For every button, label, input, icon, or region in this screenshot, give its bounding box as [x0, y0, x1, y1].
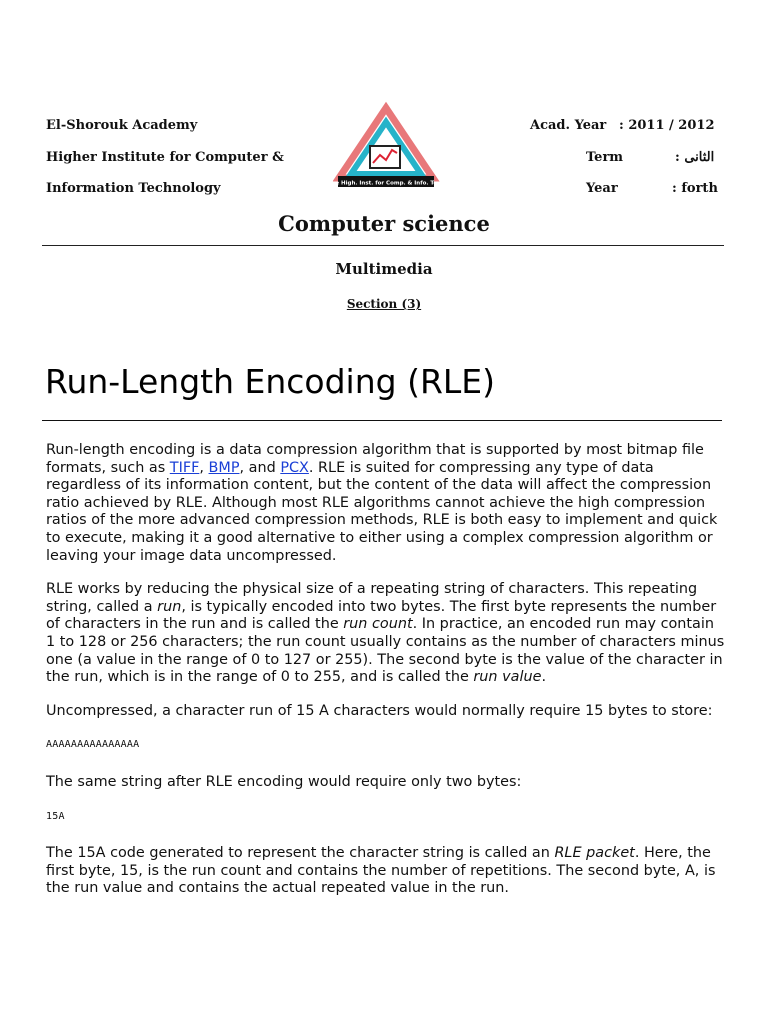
subject-title: Multimedia — [335, 260, 433, 278]
heading-divider — [42, 420, 722, 421]
paragraph-uncompressed: Uncompressed, a character run of 15 A characters would normally require 15 bytes to store: — [46, 702, 713, 719]
document-body — [46, 442, 726, 914]
link-pcx[interactable]: PCX — [280, 459, 309, 476]
page-heading: Run-Length Encoding (RLE) — [45, 362, 495, 401]
institute-name-cont: Information Technology — [46, 181, 221, 196]
text-run: , — [199, 459, 209, 476]
paragraph-intro — [46, 442, 726, 565]
term-value: : الثانى — [675, 150, 715, 165]
text-run: . RLE is suited for compressing any type of data regardless of its information content, but the content of the data will affect the compression ratio achieved by RLE. Although most RLE algorithms cannot achieve the high compression ratios of the more advanced compression methods, RLE is both easy to implement and quick to execute, making it a good alternative to either using a complex compression algorithm or leaving your image data uncompressed. — [46, 459, 718, 564]
institute-name: Higher Institute for Computer & — [46, 150, 284, 165]
text-run: . Here, the first byte, 15, is the run count and contains the number of repetitions. The second byte, A, is the run value and contains the actual repeated value in the run. — [46, 845, 716, 897]
text-run: , is typically encoded into two bytes. The first byte represents the number of characters in the run and is called the — [46, 598, 717, 633]
text-run: The 15A code generated to represent the character string is called an — [46, 845, 555, 862]
logo-caption: The High. Inst. for Comp. & Info. Tech — [327, 180, 445, 187]
paragraph-rle-packet — [46, 845, 726, 898]
academy-name: El-Shorouk Academy — [46, 118, 198, 133]
link-tiff[interactable]: TIFF — [169, 459, 200, 476]
paragraph-encoded: The same string after RLE encoding would require only two bytes: — [46, 773, 522, 790]
code-example-encoded: 15A — [46, 810, 65, 822]
text-run: Run-length encoding is a data compression algorithm that is supported by most bitmap file formats, such as — [46, 442, 704, 476]
text-run: . In practice, an encoded run may contain 1 to 128 or 256 characters; the run count usually contains as the number of characters minus one (a value in the range of 0 to 127 or 255). The second byte is the value of the character in the run, which is in the range of 0 to 255, and is called the — [46, 616, 725, 686]
year-value: : forth — [672, 181, 718, 196]
text-run: RLE works by reducing the physical size of a repeating string of characters. This repeating string, called a — [46, 581, 698, 615]
text-run: . — [541, 669, 547, 686]
term-run-count: run count — [343, 616, 413, 633]
acad-year-value: : 2011 / 2012 — [619, 118, 715, 133]
term-label: Term — [586, 150, 624, 165]
link-bmp[interactable]: BMP — [208, 459, 240, 476]
institute-logo-icon — [327, 106, 445, 190]
term-run: run — [157, 598, 182, 615]
term-run-value: run value — [473, 669, 542, 686]
section-label: Section (3) — [346, 297, 422, 311]
institute-logo — [327, 106, 445, 190]
acad-year-label: Acad. Year — [530, 118, 607, 133]
code-example-uncompressed: AAAAAAAAAAAAAAA — [46, 739, 140, 751]
term-rle-packet: RLE packet — [554, 845, 635, 862]
year-label: Year — [586, 181, 618, 196]
text-run: , and — [239, 459, 281, 476]
paragraph-how-rle-works — [46, 581, 726, 687]
course-title: Computer science — [278, 211, 490, 236]
header-divider — [42, 245, 724, 246]
